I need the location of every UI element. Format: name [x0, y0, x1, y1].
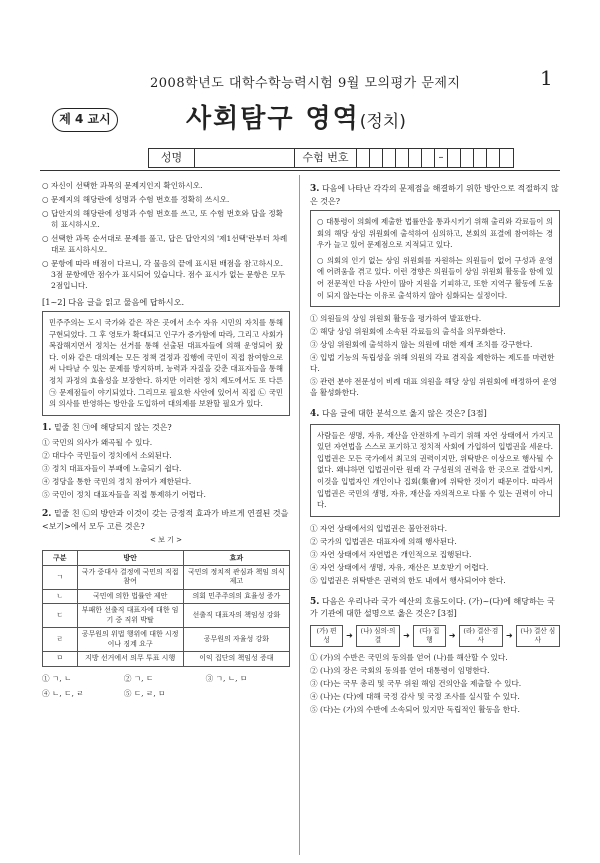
choice[interactable]: ② (나)의 장은 국회의 동의를 얻어 대통령이 임명한다. — [310, 665, 490, 675]
instruction-item: ○ 문제지의 해당란에 성명과 수험 번호를 정확히 쓰시오. — [42, 195, 230, 204]
choice[interactable]: ② ㄱ, ㄷ — [123, 673, 154, 683]
name-label: 성명 — [149, 149, 195, 167]
choice[interactable]: ⑤ 관련 분야 전문성이 비례 대표 의원을 해당 상임 위원회에 배정하여 운영을 활성화한다. — [310, 377, 557, 398]
exam-no-cell[interactable] — [383, 149, 396, 167]
table-cell: ㄹ — [43, 628, 78, 652]
left-column — [42, 180, 290, 701]
instruction-item: ○ 문항에 따라 배점이 다르니, 각 물음의 끝에 표시된 배점을 참고하시오. 3점 문항에만 점수가 표시되어 있습니다. 점수 표시가 없는 문항은 모두 2점입니다. — [42, 259, 286, 290]
q4-passage: 사람들은 생명, 자유, 재산을 안전하게 누리기 위해 자연 상태에서 가지고 있던 자연법을 스스로 포기하고 정치적 사회에 가입하여 입법권을 세운다. 입법권은 모든 국가에서 최고의 권력이지만, 위탁받은 이상으로 행사될 수 없다. 왜냐하면 입법권이란 원래 각 구성원의 권력을 한 곳으로 결합시켜, 이것을 입법자인 개인이나 집회(集會)에 위탁한 것이기 때문이다. 따라서 입법권은 국민의 생명, 자유, 재산을 자의적으로 다룰 수 있는 권력이 아니다. — [310, 424, 560, 517]
q5-choices — [310, 652, 560, 715]
choice[interactable]: ③ 자연 상태에서 자연법은 개인적으로 집행된다. — [310, 549, 472, 559]
choice[interactable]: ⑤ ㄷ, ㄹ, ㅁ — [123, 688, 166, 698]
exam-no-dash: – — [435, 149, 448, 167]
period-badge: 제 4 교시 — [52, 108, 118, 132]
name-field[interactable] — [195, 149, 295, 167]
choice[interactable]: ⑤ 입법권은 위탁받은 권력의 한도 내에서 행사되어야 한다. — [310, 575, 506, 585]
set-label: [1~2] 다음 글을 읽고 물음에 답하시오. — [42, 297, 185, 307]
question-1 — [42, 422, 290, 435]
exam-no-cell[interactable] — [461, 149, 474, 167]
subject-name: 사회탐구 영역 — [186, 104, 360, 134]
instruction-item: ○ 자신이 선택한 과목의 문제지인지 확인하시오. — [42, 181, 203, 190]
choice[interactable]: ⑤ 국민이 정치 대표자들을 직접 통제하기 어렵다. — [42, 490, 206, 500]
bogi-caption: < 보 기 > — [150, 536, 182, 545]
table-cell: ㄴ — [43, 589, 78, 604]
table-row — [43, 589, 290, 604]
table-cell: ㄷ — [43, 604, 78, 628]
flow-stage: (나) 결산 심사 — [516, 625, 560, 647]
flow-stage: (가) 편 성 — [310, 625, 343, 647]
table-header: 방안 — [77, 551, 183, 566]
table-cell: ㄱ — [43, 565, 78, 589]
exam-no-cell[interactable] — [357, 149, 370, 167]
flow-stage: (다) 집 행 — [413, 625, 446, 647]
table-cell: 국민에 의한 법률안 제안 — [77, 589, 183, 604]
question-5 — [310, 596, 560, 620]
question-number: 1. — [42, 422, 52, 433]
instructions — [42, 180, 290, 291]
question-text: 다음은 우리나라 국가 예산의 흐름도이다. (가)~(다)에 해당하는 국가 기관에 대한 설명으로 옳은 것은? [3점] — [310, 596, 555, 619]
choice[interactable]: ④ (나)는 (다)에 대해 국정 감사 및 국정 조사를 실시할 수 있다. — [310, 691, 520, 701]
id-row — [148, 148, 514, 168]
subject-sub: (정치) — [359, 112, 406, 132]
choice[interactable]: ① 국민의 의사가 왜곡될 수 있다. — [42, 438, 153, 448]
exam-no-cell[interactable] — [448, 149, 461, 167]
table-cell: 국가 중대사 결정에 국민의 직접 참여 — [77, 565, 183, 589]
arrow-right-icon: ➜ — [505, 631, 513, 641]
question-3 — [310, 183, 560, 207]
exam-no-label: 수험 번호 — [295, 149, 357, 167]
bogi-table — [42, 550, 290, 667]
question-text: 다음에 나타난 각각의 문제점을 해결하기 위한 방안으로 적절하지 않은 것은? — [310, 184, 559, 206]
choice[interactable]: ① (가)의 수반은 국민의 동의를 얻어 (나)를 해산할 수 있다. — [310, 652, 508, 662]
table-cell: 의회 민주주의의 효율성 증가 — [183, 589, 289, 604]
q3-box-item: ○ 대통령이 의회에 제출한 법률안을 통과시키기 위해 출리와 각료들이 의회의 해당 상임 위원회에 출석하여 심의하고, 본회의 표결에 참여하는 경우가 늘고 있어 문제점으로 지적되고 있다. — [317, 217, 553, 250]
arrow-right-icon: ➜ — [403, 631, 410, 641]
choice[interactable]: ② 해당 상임 위원회에 소속된 각료들의 출석을 의무화한다. — [310, 327, 506, 337]
choice[interactable]: ② 대다수 국민들이 정치에서 소외된다. — [42, 451, 172, 461]
question-text: 다음 글에 대한 분석으로 옳지 않은 것은? [3점] — [321, 409, 487, 419]
exam-no-cell[interactable] — [474, 149, 487, 167]
choice[interactable]: ① ㄱ, ㄴ — [42, 673, 72, 683]
choice[interactable]: ⑤ (다)는 (가)의 수반에 소속되어 있지만 독립적인 활동을 한다. — [310, 704, 520, 714]
exam-no-cell[interactable] — [409, 149, 422, 167]
choice[interactable]: ④ 자연 상태에서 생명, 자유, 재산은 보호받기 어렵다. — [310, 562, 489, 572]
choice[interactable]: ③ 정치 대표자들이 부패에 노출되기 쉽다. — [42, 464, 182, 474]
question-number: 5. — [310, 596, 320, 607]
arrow-right-icon: ➜ — [448, 631, 456, 641]
exam-no-cell[interactable] — [422, 149, 435, 167]
question-text: 밑줄 친 ㉠에 해당되지 않는 것은? — [53, 422, 172, 432]
q2-choices — [42, 671, 290, 701]
exam-title: 2008학년도 대학수학능력시험 9월 모의평가 문제지 — [150, 76, 461, 91]
instruction-item: ○ 답안지의 해당란에 성명과 수험 번호를 쓰고, 또 수험 번호와 답을 정확히 표시하시오. — [42, 209, 283, 229]
right-column — [310, 180, 560, 717]
question-number: 2. — [42, 509, 52, 520]
table-cell: 지방 선거에서 의무 투표 시행 — [77, 652, 183, 667]
table-cell: 공무원의 위법 행위에 대한 시정이나 징계 요구 — [77, 628, 183, 652]
question-number: 4. — [310, 409, 320, 420]
arrow-right-icon: ➜ — [346, 631, 353, 641]
table-cell: 국민의 정치적 관심과 책임 의식 제고 — [183, 565, 289, 589]
question-text: 밑줄 친 ㉡의 방안과 이것이 갖는 긍정적 효과가 바르게 연결된 것을 <보기>에서 모두 고른 것은? — [42, 509, 289, 531]
table-header: 효과 — [183, 551, 289, 566]
table-row — [43, 652, 290, 667]
q4-choices — [310, 523, 560, 586]
table-row — [43, 604, 290, 628]
flow-stage: (라) 결산·검사 — [459, 625, 503, 647]
choice[interactable]: ① 자연 상태에서의 입법권은 불안전하다. — [310, 523, 448, 533]
passage-1: 민주주의는 도시 국가와 같은 작은 곳에서 소수 자유 시민의 자치를 통해 구현되었다. 그 후 영토가 확대되고 인구가 증가함에 따라, 그리고 사회가 복잡해지면서 정치는 선거를 통해 선출된 대표자들에 의해 운영되어 왔다. 이와 같은 대의제는 모든 정책 결정과 집행에 국민이 직접 참여함으로써 나타날 수 있는 문제를 방지하며, 능력과 자질을 갖춘 대표자들을 통해 정치 과정의 효율성을 보장한다. 하지만 이러한 정치 제도에서도 또 다른 ㉠ 문제점들이 야기되었다. 그리므로 필요한 사안에 있어서 직접 ㉡ 국민의 의사를 반영하는 방안을 도입하여 대의제를 보완할 필요가 있다. — [42, 311, 290, 416]
question-2 — [42, 508, 290, 532]
table-cell: 공무원의 자율성 강화 — [183, 628, 289, 652]
flow-stage: (나) 심의·의결 — [356, 625, 400, 647]
table-row — [43, 628, 290, 652]
table-cell: 부패한 선출직 대표자에 대한 임기 중 직위 박탈 — [77, 604, 183, 628]
choice[interactable]: ③ 상임 위원회에 출석하지 않는 의원에 대한 제재 조치를 강구한다. — [310, 340, 533, 350]
question-number: 3. — [310, 184, 320, 194]
q3-choices — [310, 313, 560, 398]
exam-no-cell[interactable] — [396, 149, 409, 167]
choice[interactable]: ③ (다)는 국무 총리 및 국무 위원 해임 건의안을 제출할 수 있다. — [310, 678, 522, 688]
budget-flow — [310, 625, 560, 647]
q1-choices — [42, 437, 290, 500]
header-rule — [40, 170, 560, 171]
table-cell: ㅁ — [43, 652, 78, 667]
exam-no-cell[interactable] — [487, 149, 500, 167]
table-row — [43, 565, 290, 589]
q3-box-item: ○ 의회의 인기 없는 상임 위원회를 자원하는 의원들이 없어 구성과 운영에 어려움을 겪고 있다. 이런 경향은 의원들이 상임 위원회 활동을 함에 있어 전문적인 다음 사안이 많아 지원을 기피하고, 또한 지역구 활동에 도움이 되지 않는다는 이유로 출석하지 않아 심화되는 실정이다. — [317, 255, 553, 300]
choice[interactable]: ④ ㄴ, ㄷ, ㄹ — [42, 688, 84, 698]
exam-no-cell[interactable] — [370, 149, 383, 167]
exam-no-cell[interactable] — [500, 149, 513, 167]
instruction-item: ○ 선택한 과목 순서대로 문제를 풀고, 답은 답안지의 '제1선택'란부터 차례대로 표시하시오. — [42, 234, 288, 254]
table-header: 구분 — [43, 551, 78, 566]
choice[interactable]: ④ 입법 기능의 독립성을 위해 의원의 각료 겸직을 제한하는 제도를 마련한다. — [310, 353, 555, 374]
subject-title — [186, 98, 406, 135]
page-number: 1 — [540, 66, 553, 90]
column-divider — [299, 175, 300, 855]
table-cell: 선출직 대표자의 책임성 강화 — [183, 604, 289, 628]
q3-box — [310, 210, 560, 307]
choice[interactable]: ④ 정당을 통한 국민의 정치 참여가 제한된다. — [42, 477, 192, 487]
table-cell: 이익 집단의 책임성 증대 — [183, 652, 289, 667]
choice[interactable]: ③ ㄱ, ㄴ, ㅁ — [205, 673, 248, 683]
choice[interactable]: ② 국가의 입법권은 대표자에 의해 행사된다. — [310, 536, 457, 546]
choice[interactable]: ① 의원들의 상임 위원회 활동을 평가하여 발표한다. — [310, 314, 482, 324]
question-4 — [310, 408, 560, 421]
